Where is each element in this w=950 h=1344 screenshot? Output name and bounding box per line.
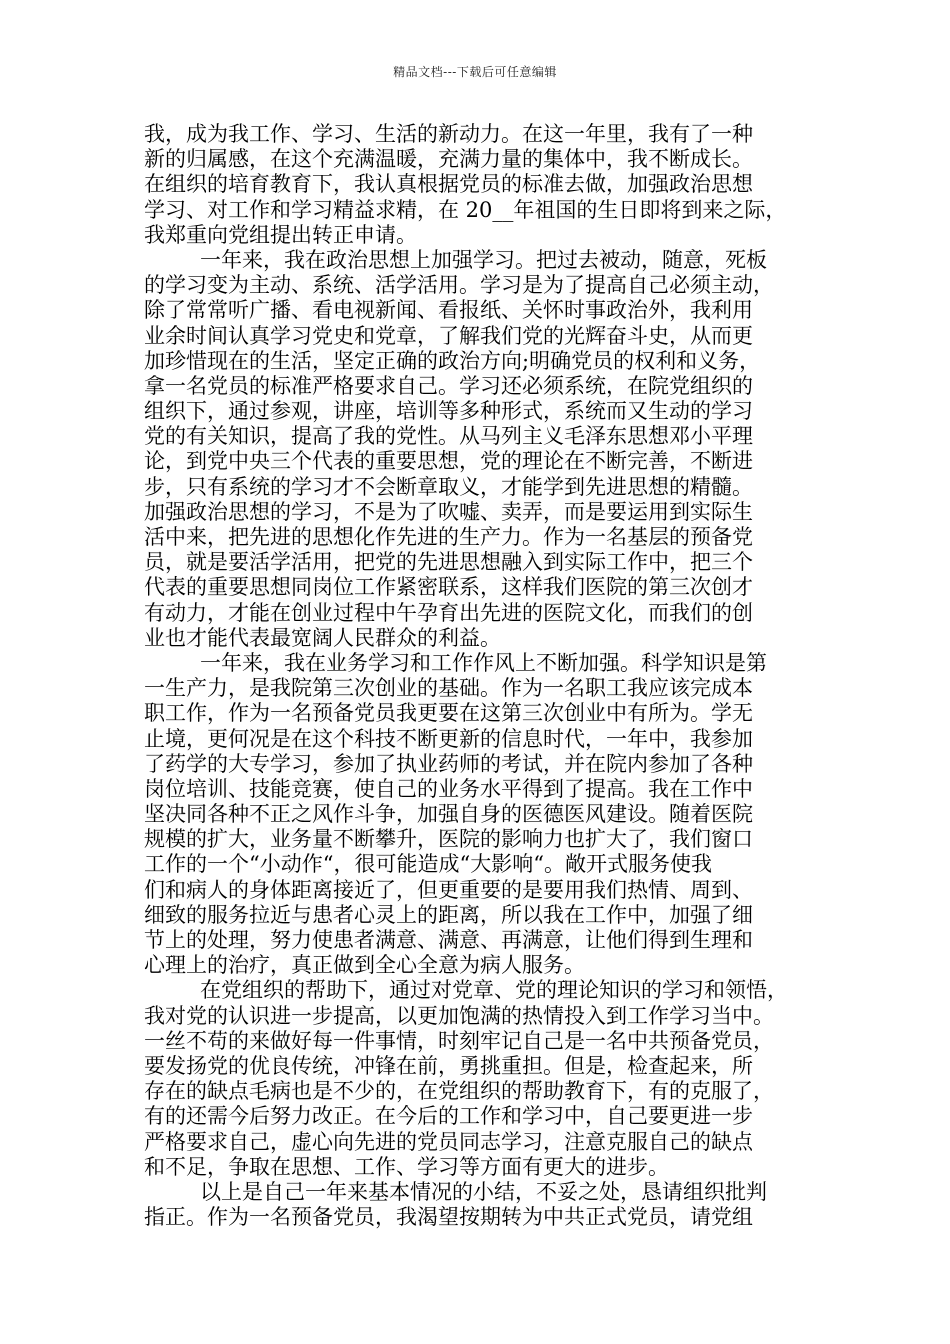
- text-line: 有的还需今后努力改正。在今后的工作和学习中，自己要更进一步: [144, 1104, 753, 1129]
- text-line: 在组织的培育教育下，我认真根据党员的标准去做，加强政治思想: [144, 172, 753, 197]
- text-line: 和不足，争取在思想、工作、学习等方面有更大的进步。: [144, 1154, 669, 1179]
- text-line: 学习、对工作和学习精益求精，在 20__年祖国的生日即将到来之际，: [144, 197, 787, 222]
- text-line: 严格要求自己，虚心向先进的党员同志学习，注意克服自己的缺点: [144, 1129, 753, 1154]
- text-line: 的学习变为主动、系统、活学活用。学习是为了提高自己必须主动，: [144, 273, 774, 298]
- text-line: 加强政治思想的学习，不是为了吹嘘、卖弄，而是要运用到实际生: [144, 499, 753, 524]
- text-line: 我郑重向党组提出转正申请。: [144, 222, 417, 247]
- text-line: 们和病人的身体距离接近了，但更重要的是要用我们热情、周到、: [144, 877, 753, 902]
- text-line: 一丝不苟的来做好每一件事情，时刻牢记自己是一名中共预备党员，: [144, 1028, 774, 1053]
- text-line: 我，成为我工作、学习、生活的新动力。在这一年里，我有了一种: [144, 122, 753, 146]
- text-line: 代表的重要思想同岗位工作紧密联系，这样我们医院的第三次创才: [144, 575, 753, 600]
- text-line: 存在的缺点毛病也是不少的，在党组织的帮助教育下，有的克服了，: [144, 1079, 774, 1104]
- text-line: 拿一名党员的标准严格要求自己。学习还必须系统，在院党组织的: [144, 373, 753, 398]
- text-line: 加珍惜现在的生活，坚定正确的政治方向;明确党员的权利和义务，: [144, 348, 761, 373]
- text-line: 心理上的治疗，真正做到全心全意为病人服务。: [144, 953, 585, 978]
- text-line: 党的有关知识，提高了我的党性。从马列主义毛泽东思想邓小平理: [144, 424, 753, 449]
- text-line: 工作的一个“小动作“，很可能造成“大影响“。敞开式服务使我: [144, 852, 712, 877]
- text-line: 以上是自己一年来基本情况的小结，不妥之处，恳请组织批判: [200, 1179, 767, 1204]
- document-body: [144, 122, 816, 1230]
- text-line: 一年来，我在业务学习和工作作风上不断加强。科学知识是第: [200, 650, 767, 675]
- text-line: 业余时间认真学习党史和党章，了解我们党的光辉奋斗史，从而更: [144, 323, 753, 348]
- text-line: 员，就是要活学活用，把党的先进思想融入到实际工作中，把三个: [144, 550, 753, 575]
- text-line: 一年来，我在政治思想上加强学习。把过去被动，随意，死板: [200, 247, 767, 272]
- text-line: 坚决同各种不正之风作斗争，加强自身的医德医风建设。随着医院: [144, 802, 753, 827]
- text-line: 业也才能代表最宽阔人民群众的利益。: [144, 625, 501, 650]
- text-line: 规模的扩大，业务量不断攀升，医院的影响力也扩大了，我们窗口: [144, 827, 753, 852]
- text-line: 指正。作为一名预备党员，我渴望按期转为中共正式党员，请党组: [144, 1205, 753, 1230]
- text-line: 止境，更何况是在这个科技不断更新的信息时代，一年中，我参加: [144, 726, 753, 751]
- text-line: 在党组织的帮助下，通过对党章、党的理论知识的学习和领悟，: [200, 978, 788, 1003]
- page-header: 精品文档---下载后可任意编辑: [393, 65, 557, 79]
- text-line: 组织下，通过参观，讲座，培训等多种形式，系统而又生动的学习: [144, 399, 753, 424]
- text-line: 新的归属感，在这个充满温暖，充满力量的集体中，我不断成长。: [144, 147, 753, 172]
- text-line: 步，只有系统的学习才不会断章取义，才能学到先进思想的精髓。: [144, 474, 753, 499]
- text-line: 要发扬党的优良传统，冲锋在前，勇挑重担。但是，检查起来，所: [144, 1053, 753, 1078]
- text-line: 了药学的大专学习，参加了执业药师的考试，并在院内参加了各种: [144, 751, 753, 776]
- text-line: 除了常常听广播、看电视新闻、看报纸、关怀时事政治外，我利用: [144, 298, 753, 323]
- text-line: 一生产力，是我院第三次创业的基础。作为一名职工我应该完成本: [144, 676, 753, 701]
- text-line: 细致的服务拉近与患者心灵上的距离，所以我在工作中，加强了细: [144, 902, 753, 927]
- text-line: 我对党的认识进一步提高，以更加饱满的热情投入到工作学习当中。: [144, 1003, 774, 1028]
- text-line: 节上的处理，努力使患者满意、满意、再满意，让他们得到生理和: [144, 928, 753, 952]
- text-line: 有动力，才能在创业过程中午孕育出先进的医院文化，而我们的创: [144, 600, 753, 625]
- text-line: 活中来，把先进的思想化作先进的生产力。作为一名基层的预备党: [144, 525, 753, 549]
- text-line: 职工作，作为一名预备党员我更要在这第三次创业中有所为。学无: [144, 701, 753, 726]
- text-line: 岗位培训、技能竞赛，使自己的业务水平得到了提高。我在工作中: [144, 776, 753, 801]
- text-line: 论，到党中央三个代表的重要思想，党的理论在不断完善，不断进: [144, 449, 753, 474]
